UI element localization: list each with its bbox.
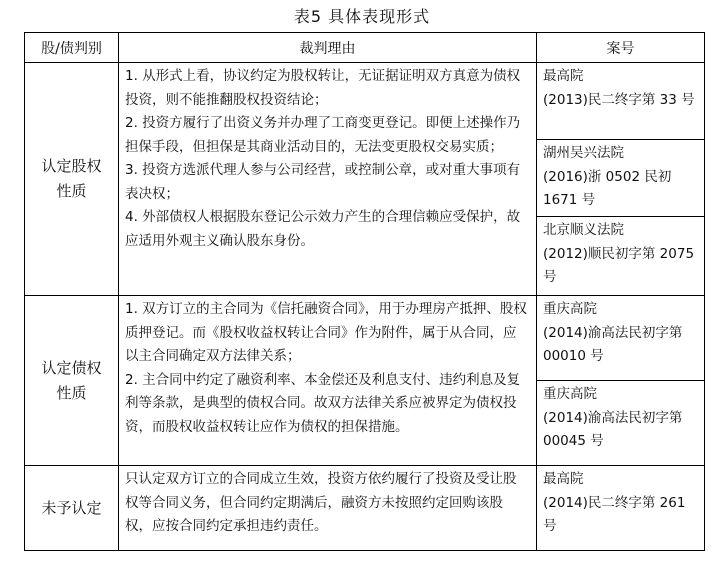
reason-item: 2. 主合同中约定了融资利率、本金偿还及利息支付、违约利息及复利等条款，是典型的债权合同。故双方法律关系应被界定为债权投资，而股权收益权转让应作为债权的担保措施。 xyxy=(125,371,521,435)
reason-item: 1. 双方订立的主合同为《信托融资合同》，用于办理房产抵押、股权质押登记。而《股权收益权转让合同》作为附件，属于从合同，应以主合同确定双方法律关系； xyxy=(125,301,527,364)
reason-item: 3. 投资方选派代理人参与公司经营，或控制公章，或对重大事项有表决权； xyxy=(125,162,521,202)
case-number: (2014)渝高法民初字第 00045 号 xyxy=(543,409,683,449)
reason-item: 4. 外部债权人根据股东登记公示效力产生的合理信赖应受保护，故应适用外观主义确认股东身份。 xyxy=(125,209,521,249)
case-number: (2012)顺民初字第 2075 号 xyxy=(543,245,695,285)
case-cell xyxy=(537,381,705,466)
table-row xyxy=(25,466,705,551)
case-cell xyxy=(537,466,705,551)
table-caption: 表5 具体表现形式 xyxy=(293,7,431,26)
case-cell xyxy=(537,140,705,217)
table-row xyxy=(25,296,705,381)
table-header-row xyxy=(25,33,705,63)
case-number: (2016)浙 0502 民初 1671 号 xyxy=(543,168,672,208)
category-cell: 未予认定 xyxy=(25,466,119,551)
case-court: 重庆高院 xyxy=(543,386,597,402)
case-court: 最高院 xyxy=(543,68,584,84)
header-judgment-type: 股/债判别 xyxy=(25,33,119,63)
forms-table xyxy=(24,32,705,551)
reasons-cell xyxy=(119,466,537,551)
case-cell xyxy=(537,217,705,296)
header-case-number: 案号 xyxy=(537,33,705,63)
case-number: (2014)民二终字第 261 号 xyxy=(543,494,686,534)
case-court: 最高院 xyxy=(543,471,584,487)
table-row xyxy=(25,63,705,140)
case-number: (2014)渝高法民初字第 00010 号 xyxy=(543,324,683,364)
case-cell xyxy=(537,63,705,140)
category-cell: 认定债权性质 xyxy=(25,296,119,466)
reasons-cell xyxy=(119,63,537,296)
case-number: (2013)民二终字第 33 号 xyxy=(543,91,695,108)
case-cell xyxy=(537,296,705,381)
header-reasons: 裁判理由 xyxy=(119,33,537,63)
reason-item: 1. 从形式上看，协议约定为股权转让，无证据证明双方真意为债权投资，则不能推翻股权投资结论； xyxy=(125,68,521,108)
reason-item: 2. 投资方履行了出资义务并办理了工商变更登记。即便上述操作乃担保手段，但担保是其商业活动目的，无法变更股权交易实质； xyxy=(125,115,521,155)
case-court: 北京顺义法院 xyxy=(543,222,624,238)
category-cell: 认定股权性质 xyxy=(25,63,119,296)
case-court: 湖州吴兴法院 xyxy=(543,145,624,161)
reasons-cell xyxy=(119,296,537,466)
reason-item: 只认定双方订立的合同成立生效，投资方依约履行了投资及受让股权等合同义务，但合同约定期满后，融资方未按照约定回购该股权，应按合同约定承担违约责任。 xyxy=(125,471,517,534)
case-court: 重庆高院 xyxy=(543,301,597,317)
